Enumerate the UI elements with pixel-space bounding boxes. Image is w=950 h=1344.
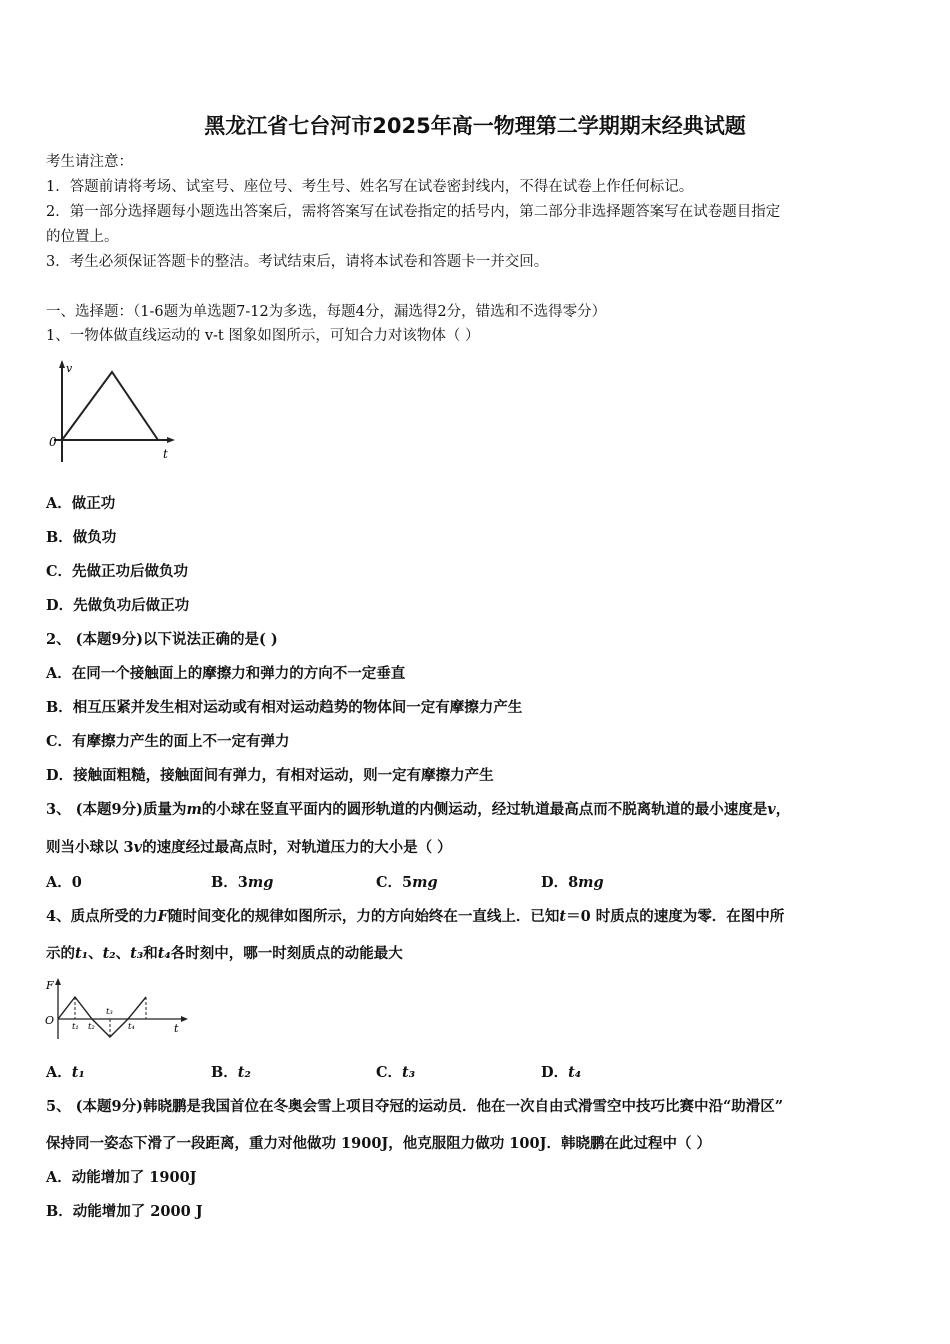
q4-stem-part: 各时刻中，哪一时刻质点的动能最大 xyxy=(170,945,403,962)
q3-option-b[interactable] xyxy=(211,873,273,893)
q4-time-symbol: t xyxy=(559,908,567,925)
section-heading: 一、选择题：（1-6题为单选题7-12为多选，每题4分，漏选得2分，错选和不选得零分） xyxy=(46,304,607,320)
q3-option-c[interactable] xyxy=(376,873,438,893)
q3-option-c-prefix: C．5 xyxy=(376,874,413,891)
q4-option-c[interactable] xyxy=(376,1063,415,1083)
q4-t4-label: t₄ xyxy=(128,1022,135,1032)
notice-item-2: 2．第一部分选择题每小题选出答案后，需将答案写在试卷指定的括号内，第二部分非选择题答案写在试卷题目指定 xyxy=(46,204,781,220)
q4-option-c-value: t₃ xyxy=(402,1064,416,1081)
q3-velocity-symbol: v xyxy=(133,839,143,856)
q2-option-d[interactable]: D．接触面粗糙，接触面间有弹力，有相对运动，则一定有摩擦力产生 xyxy=(46,767,494,784)
q3-stem-part: 则当小球以 3 xyxy=(46,839,134,856)
q4-stem-part: 4、质点所受的力 xyxy=(46,908,158,925)
q2-stem: 2、 (本题9分)以下说法正确的是( ) xyxy=(46,631,278,648)
q3-option-d-unit: mg xyxy=(578,874,604,891)
q3-stem-line2 xyxy=(46,838,452,858)
q4-option-a-prefix: A． xyxy=(46,1064,72,1081)
q3-stem-line1 xyxy=(46,800,790,820)
q1-option-b[interactable]: B．做负功 xyxy=(46,529,117,546)
q4-t-label: t xyxy=(174,1022,179,1035)
q4-option-c-prefix: C． xyxy=(376,1064,403,1081)
q4-option-b-value: t₂ xyxy=(237,1064,251,1081)
q3-option-d[interactable] xyxy=(541,873,604,893)
q3-mass-symbol: m xyxy=(186,801,202,818)
notice-item-2-cont: 的位置上。 xyxy=(46,229,119,245)
q4-t1: t₁ xyxy=(75,945,89,962)
q1-t-arrow xyxy=(167,437,175,443)
q4-t-arrow xyxy=(181,1016,188,1022)
q4-stem-part: ＝0 时质点的速度为零．在图中所 xyxy=(566,908,785,925)
q1-origin-label: 0 xyxy=(49,435,57,449)
page-title: 黑龙江省七台河市2025年高一物理第二学期期末经典试题 xyxy=(204,114,746,138)
q5-option-b[interactable]: B．动能增加了 2000 J xyxy=(46,1203,203,1220)
q5-stem-line1: 5、 (本题9分)韩晓鹏是我国首位在冬奥会雪上项目夺冠的运动员．他在一次自由式滑雪空中技巧比赛中沿“助滑区” xyxy=(46,1098,784,1115)
q1-v-label: v xyxy=(66,362,73,375)
q4-stem-line1 xyxy=(46,907,784,927)
q2-option-a[interactable]: A．在同一个接触面上的摩擦力和弹力的方向不一定垂直 xyxy=(46,665,406,682)
q3-option-c-unit: mg xyxy=(412,874,438,891)
q4-separator: 、 xyxy=(115,945,131,962)
notice-heading: 考生请注意： xyxy=(46,154,133,170)
q1-option-d[interactable]: D．先做负功后做正功 xyxy=(46,597,190,614)
q1-stem: 1、一物体做直线运动的 v-t 图象如图所示，可知合力对该物体（ ） xyxy=(46,328,480,344)
q4-t1-label: t₁ xyxy=(72,1022,79,1032)
q4-stem-line2 xyxy=(46,944,403,964)
q3-option-a[interactable]: A．0 xyxy=(46,874,82,891)
q4-option-a-value: t₁ xyxy=(71,1064,85,1081)
q1-v-arrow xyxy=(59,360,65,368)
q4-option-d-value: t₄ xyxy=(568,1064,582,1081)
q3-stem-part: 的速度经过最高点时，对轨道压力的大小是（ ） xyxy=(142,839,452,856)
q4-option-d[interactable] xyxy=(541,1063,581,1083)
q4-and: 和 xyxy=(143,945,158,962)
q3-stem-part: ， xyxy=(775,801,791,818)
q1-option-c[interactable]: C．先做正功后做负功 xyxy=(46,563,189,580)
q4-option-b-prefix: B． xyxy=(211,1064,238,1081)
q4-stem-part: 随时间变化的规律如图所示，力的方向始终在一直线上．已知 xyxy=(167,908,560,925)
q2-option-c[interactable]: C．有摩擦力产生的面上不一定有弹力 xyxy=(46,733,290,750)
q4-f-label: F xyxy=(46,979,54,992)
q1-t-label: t xyxy=(163,447,168,461)
q1-option-a[interactable]: A．做正功 xyxy=(46,495,116,512)
q5-option-a[interactable]: A．动能增加了 1900J xyxy=(46,1169,197,1186)
q4-t2: t₂ xyxy=(102,945,116,962)
q3-option-d-prefix: D．8 xyxy=(541,874,579,891)
q4-force-symbol: F xyxy=(157,908,168,925)
notice-item-1: 1．答题前请将考场、试室号、座位号、考生号、姓名写在试卷密封线内，不得在试卷上作任何标记。 xyxy=(46,179,694,195)
q4-origin-label: O xyxy=(45,1014,55,1027)
q3-option-b-unit: mg xyxy=(247,874,274,891)
q2-option-b[interactable]: B．相互压紧并发生相对运动或有相对运动趋势的物体间一定有摩擦力产生 xyxy=(46,699,523,716)
q3-stem-part: 3、 (本题9分)质量为 xyxy=(46,801,187,818)
q4-t2-label: t₂ xyxy=(88,1022,95,1032)
q4-f-arrow xyxy=(55,978,61,985)
q3-velocity-symbol: v xyxy=(767,801,776,818)
q1-vt-line xyxy=(62,372,158,440)
q4-t4: t₄ xyxy=(157,945,171,962)
q4-option-d-prefix: D． xyxy=(541,1064,569,1081)
q4-t3: t₃ xyxy=(130,945,144,962)
q4-separator: 、 xyxy=(88,945,103,962)
q4-t3-label: t₃ xyxy=(106,1007,113,1017)
q3-stem-part: 的小球在竖直平面内的圆形轨道的内侧运动，经过轨道最高点而不脱离轨道的最小速度是 xyxy=(201,801,768,818)
q5-stem-line2: 保持同一姿态下滑了一段距离，重力对他做功 1900J，他克服阻力做功 100J．韩晓鹏在此过程中（ ） xyxy=(46,1135,711,1152)
q4-option-a[interactable] xyxy=(46,1063,85,1083)
q3-option-b-prefix: B．3 xyxy=(211,874,248,891)
q4-stem-part: 示的 xyxy=(46,945,75,962)
notice-item-3: 3．考生必须保证答题卡的整洁。考试结束后，请将本试卷和答题卡一并交回。 xyxy=(46,254,549,270)
q4-option-b[interactable] xyxy=(211,1063,251,1083)
q1-vt-graph xyxy=(48,358,180,466)
q4-force-time-graph xyxy=(44,975,192,1041)
